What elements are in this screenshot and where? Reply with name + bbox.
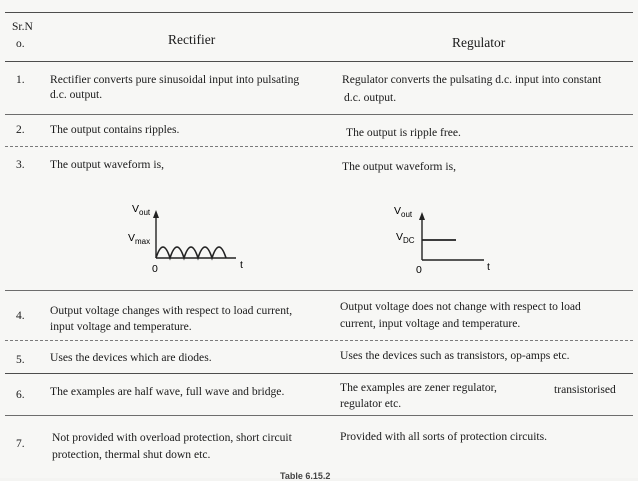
- row-divider: [5, 415, 633, 416]
- row-3-regulator: The output waveform is,: [342, 160, 456, 173]
- reg-origin-label: 0: [416, 264, 422, 276]
- header-sn-line2: o.: [16, 38, 25, 50]
- row-6-regulator-line1: The examples are zener regulator,: [340, 381, 497, 394]
- row-7-rectifier-line1: Not provided with overload protection, short circuit: [52, 431, 292, 444]
- row-1-regulator-line2: d.c. output.: [344, 91, 397, 104]
- row-7-regulator: Provided with all sorts of protection circuits.: [340, 430, 548, 443]
- table-caption: Table 6.15.2: [280, 471, 331, 481]
- row-5-rectifier: Uses the devices which are diodes.: [50, 351, 212, 364]
- reg-t-label: t: [487, 261, 490, 273]
- header-sn-line1: Sr.N: [12, 21, 33, 33]
- row-4-regulator-line1: Output voltage does not change with respect to load: [340, 300, 581, 313]
- header-bottom-border: [5, 61, 633, 62]
- rectifier-waveform-diagram: [110, 196, 270, 276]
- row-4-regulator-line2: current, input voltage and temperature.: [340, 317, 521, 330]
- row-7-rectifier-line2: protection, thermal shut down etc.: [52, 448, 211, 461]
- header-regulator: Regulator: [452, 35, 506, 50]
- row-2-sn: 2.: [16, 124, 25, 136]
- reg-vout-label: $V_{out}$: [394, 205, 413, 219]
- rect-origin-label: 0: [152, 263, 158, 275]
- rect-vmax-label: $V_{max}$: [128, 232, 151, 246]
- row-divider: [5, 146, 633, 147]
- row-6-regulator-line1b: transistorised: [554, 383, 616, 396]
- row-6-sn: 6.: [16, 389, 25, 401]
- reg-y-arrow: [419, 212, 425, 220]
- reg-vdc-label: $V_{DC}$: [396, 231, 415, 245]
- rect-ripple-curve: [156, 247, 226, 258]
- row-divider: [5, 114, 633, 115]
- regulator-waveform-diagram: [388, 196, 508, 276]
- row-2-regulator: The output is ripple free.: [346, 126, 461, 139]
- rect-vout-label: $V_{out}$: [132, 203, 151, 217]
- row-divider: [5, 290, 633, 291]
- row-5-regulator: Uses the devices such as transistors, op-amps etc.: [340, 349, 570, 362]
- row-4-rectifier-line1: Output voltage changes with respect to load current,: [50, 304, 293, 317]
- rect-y-arrow: [153, 210, 159, 218]
- table-top-border: [5, 12, 633, 13]
- row-7-sn: 7.: [16, 438, 25, 450]
- row-1-regulator-line1: Regulator converts the pulsating d.c. input into constant: [342, 73, 602, 86]
- row-4-sn: 4.: [16, 310, 25, 322]
- row-6-regulator-line2: regulator etc.: [340, 397, 402, 410]
- row-divider: [5, 340, 633, 341]
- row-6-rectifier: The examples are half wave, full wave and bridge.: [50, 385, 285, 398]
- header-rectifier: Rectifier: [168, 32, 216, 47]
- row-divider: [5, 373, 633, 374]
- row-3-rectifier: The output waveform is,: [50, 158, 164, 171]
- row-1-rectifier-line2: d.c. output.: [50, 88, 103, 101]
- row-2-rectifier: The output contains ripples.: [50, 123, 180, 136]
- row-1-rectifier-line1: Rectifier converts pure sinusoidal input into pulsating: [50, 73, 300, 86]
- row-1-sn: 1.: [16, 74, 25, 86]
- row-3-sn: 3.: [16, 159, 25, 171]
- row-5-sn: 5.: [16, 354, 25, 366]
- row-4-rectifier-line2: input voltage and temperature.: [50, 320, 192, 333]
- rect-t-label: t: [240, 259, 243, 271]
